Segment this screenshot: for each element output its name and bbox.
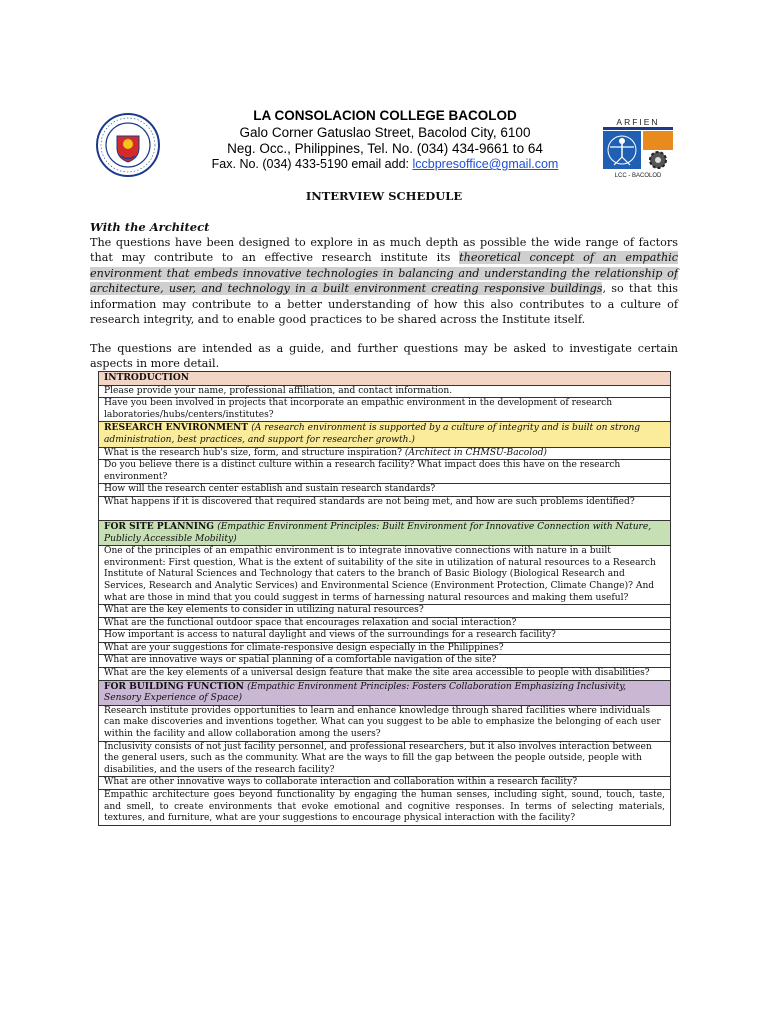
table-row <box>99 642 671 655</box>
section-description: (Empathic Environment Principles: Fosters Collaboration Emphasizing Inclusivity, Sensory Experience of Space) <box>104 681 627 704</box>
guide-paragraph: The questions are intended as a guide, and further questions may be asked to investigate certain aspects in more detail. <box>90 342 678 371</box>
intro-paragraph <box>90 235 678 327</box>
svg-text:ARFIEN: ARFIEN <box>616 117 660 127</box>
question-cell: Inclusivity consists of not just facility personnel, and professional researchers, but it also involves interaction between the general users, such as the community. What are the ways to fill the gap between the people outside, people with disabilities, and the users of the research facility? <box>99 741 671 777</box>
table-row <box>99 617 671 630</box>
email-link[interactable]: lccbpresoffice@gmail.com <box>412 157 559 171</box>
section-label: With the Architect <box>90 220 210 234</box>
table-row <box>99 777 671 790</box>
institution-name: LA CONSOLACION COLLEGE BACOLOD <box>253 108 517 123</box>
table-row <box>99 705 671 741</box>
section-header-introduction <box>99 372 671 386</box>
table-row <box>99 447 671 460</box>
section-name: FOR SITE PLANNING <box>104 520 218 532</box>
question-cell: What are your suggestions for climate-responsive design especially in the Philippines? <box>99 642 671 655</box>
question-cell: What are the key elements to consider in utilizing natural resources? <box>99 605 671 618</box>
table-row <box>99 655 671 668</box>
table-row <box>99 385 671 398</box>
question-cell: Do you believe there is a distinct culture within a research facility? What impact does this have on the research environment? <box>99 460 671 484</box>
address-line-2: Neg. Occ., Philippines, Tel. No. (034) 434-9661 to 64 <box>227 141 543 156</box>
section-name: RESEARCH ENVIRONMENT <box>104 422 252 434</box>
table-row <box>99 398 671 422</box>
address-line-1: Galo Corner Gatuslao Street, Bacolod City, 6100 <box>239 125 531 140</box>
question-cell: One of the principles of an empathic environment is to integrate innovative connections with nature in a built environment: First question, What is the extent of suitability of the site in utilization of natural resources to a Research Institute of Natural Sciences and Technology that caters to the branch of Basic Biology (Biological Research and Services, Research and Analytic Services) and Environmental Science (Environment Protection, Climate Change)? And what are those in mind that you could suggest in terms of harnessing natural resources and making them useful? <box>99 546 671 605</box>
document-title: INTERVIEW SCHEDULE <box>305 189 463 203</box>
question-note: (Architect in CHMSU-Bacolod) <box>404 447 547 458</box>
table-row <box>99 546 671 605</box>
question-cell: Have you been involved in projects that incorporate an empathic environment in the development of research laboratories/hubs/centers/institutes? <box>99 398 671 422</box>
section-description: (A research environment is supported by a culture of integrity and is built on strong administration, best practices, and support for researcher growth.) <box>104 423 641 445</box>
question-cell: Empathic architecture goes beyond functionality by engaging the human senses, including sight, sound, touch, taste, and smell, to create environments that evoke emotional and cognitive responses. In terms of selecting materials, textures, and furniture, what are your suggestions to encourage physical interaction with the facility? <box>99 790 671 826</box>
table-row <box>99 496 671 520</box>
contact-line <box>180 157 590 171</box>
section-name: INTRODUCTION <box>104 372 190 383</box>
section-header-site-planning <box>99 520 671 545</box>
question-cell: What are other innovative ways to collaborate interaction and collaboration within a research facility? <box>99 777 671 790</box>
logo-caption: LCC - BACOLOD <box>614 173 662 179</box>
fax-text: Fax. No. (034) 433-5190 email add: <box>211 157 413 171</box>
question-text: What is the research hub's size, form, and structure inspiration? <box>104 447 405 458</box>
table-row <box>99 668 671 681</box>
table-row <box>99 741 671 777</box>
section-name: FOR BUILDING FUNCTION <box>104 680 248 692</box>
section-description: (Empathic Environment Principles: Built Environment for Innovative Connection with Nature, Publicly Accessible Mobility) <box>104 521 652 544</box>
question-cell: How will the research center establish and sustain research standards? <box>99 484 671 497</box>
question-cell: Please provide your name, professional affiliation, and contact information. <box>99 385 671 398</box>
question-cell: How important is access to natural daylight and views of the surroundings for a research facility? <box>99 630 671 643</box>
question-cell: Research institute provides opportunities to learn and enhance knowledge through shared facilities where individuals can make discoveries and inventions together. What can you suggest to be able to emphasize the belonging of each user within the facility and allow collaboration among the users? <box>99 705 671 741</box>
para1-end: , so that this information may contribute to a better understanding of how this also contributes to a culture of research integrity, and to enable good practices to be shared across the Institute itself. <box>90 282 679 327</box>
section-header-building-function <box>99 680 671 705</box>
table-row <box>99 460 671 484</box>
school-seal-icon <box>95 112 161 178</box>
question-cell: What are innovative ways or spatial planning of a comfortable navigation of the site? <box>99 655 671 668</box>
para1-start: The questions have been designed to explore in as much depth as possible the wide range of factors that may contribute to an effective research institute its <box>90 236 678 265</box>
table-row <box>99 790 671 826</box>
questions-table <box>98 371 671 826</box>
question-cell: What are the functional outdoor space that encourages relaxation and social interaction? <box>99 617 671 630</box>
question-cell <box>99 447 671 460</box>
para1-highlight: theoretical concept of an empathic environment that embeds innovative technologies in balancing and understanding the relationship of architecture, user, and technology in a built environment creating responsive buildings <box>90 251 678 296</box>
table-row <box>99 605 671 618</box>
question-cell: What happens if it is discovered that required standards are not being met, and how are such problems identified? <box>99 496 671 520</box>
table-row <box>99 484 671 497</box>
table-row <box>99 630 671 643</box>
arfien-logo-icon <box>601 117 675 179</box>
section-header-research-environment <box>99 422 671 447</box>
question-cell: What are the key elements of a universal design feature that make the site area accessible to people with disabilities? <box>99 668 671 681</box>
